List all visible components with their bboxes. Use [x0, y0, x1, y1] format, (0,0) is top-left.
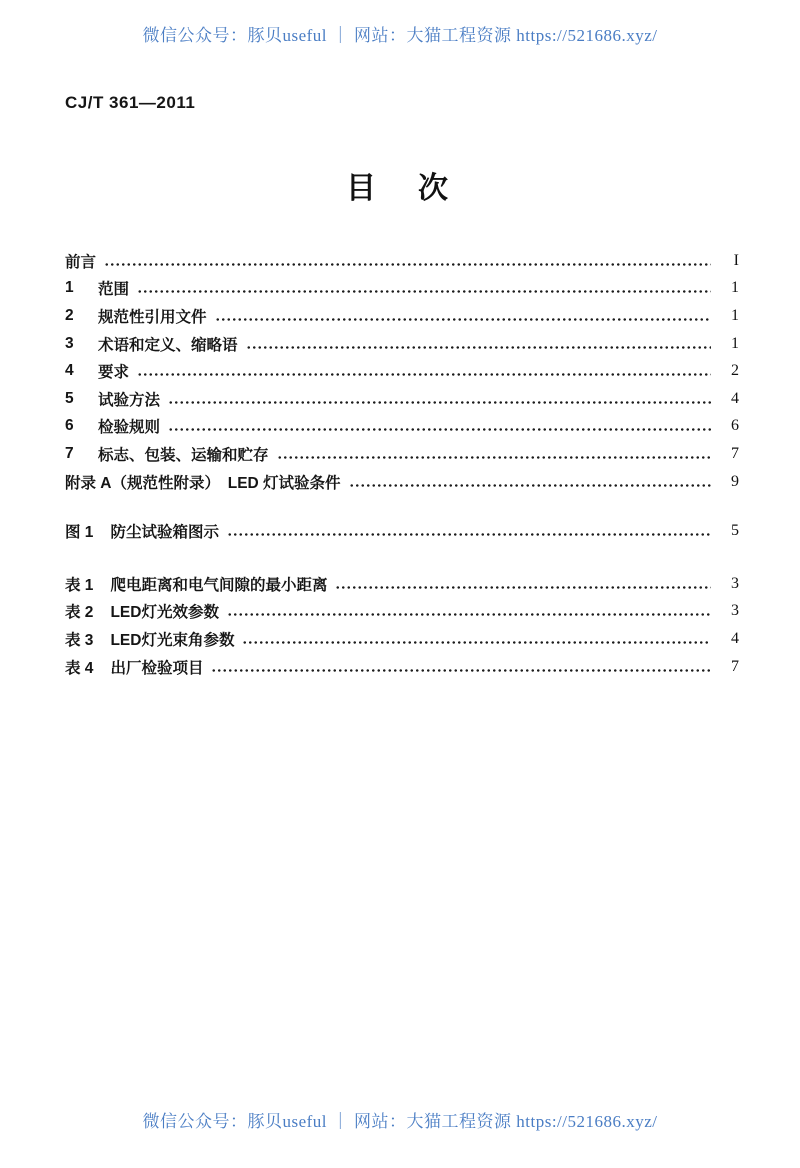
doc-code: CJ/T 361—2011 [65, 93, 196, 112]
toc-entry-7 [65, 440, 739, 468]
dot-leader [349, 484, 711, 487]
toc-entry-5 [65, 385, 739, 413]
dot-leader [137, 290, 711, 293]
toc-entry-label: 试验方法 [98, 391, 161, 409]
toc-entry-1 [65, 275, 739, 303]
dot-leader [215, 318, 711, 321]
toc-entry-label: 要求 [98, 364, 130, 382]
toc-page-number: 1 [731, 279, 739, 297]
toc-page-number: 5 [731, 522, 739, 540]
toc-entry-label: 出厂检验项目 [110, 659, 204, 677]
toc-entry-3 [65, 330, 739, 358]
toc-entry-num: 7 [65, 444, 74, 462]
toc-entry-label: 术语和定义、缩略语 [98, 336, 238, 354]
dot-leader [246, 346, 711, 349]
toc-entry-label: 防尘试验箱图示 [110, 524, 219, 542]
watermark-bottom [0, 1107, 800, 1132]
toc-page-number: 7 [731, 444, 739, 462]
toc-entry-num: 图 1 [65, 524, 94, 542]
toc-entry-label: 爬电距离和电气间隙的最小距离 [110, 576, 328, 594]
toc-entry-label: LED灯光束角参数 [110, 631, 235, 649]
table-of-contents [65, 247, 739, 680]
toc-entry-label: 附录 A（规范性附录） LED 灯试验条件 [65, 474, 341, 492]
toc-entry-table-4 [65, 653, 739, 681]
toc-entry-table-1 [65, 570, 739, 598]
toc-page-number: 3 [731, 574, 739, 592]
toc-entry-6 [65, 413, 739, 441]
toc-entry-label: 检验规则 [98, 419, 161, 437]
toc-page-number: 9 [731, 472, 739, 490]
toc-entry-num: 表 1 [65, 576, 94, 594]
toc-entry-label: 前言 [65, 253, 97, 271]
dot-leader [168, 428, 711, 431]
toc-entry-label: LED灯光效参数 [110, 604, 219, 622]
watermark-top [0, 0, 800, 46]
toc-entry-table-2 [65, 598, 739, 626]
toc-entry-label: 标志、包装、运输和贮存 [98, 446, 269, 464]
toc-page-number: 1 [731, 306, 739, 324]
toc-entry-appendix-a [65, 468, 739, 496]
toc-entry-table-3 [65, 625, 739, 653]
dot-leader [168, 401, 711, 404]
dot-leader [227, 533, 711, 536]
toc-entry-figure-1 [65, 517, 739, 545]
toc-page-number: 4 [731, 629, 739, 647]
toc-page-number: 4 [731, 389, 739, 407]
toc-entry-num: 2 [65, 306, 74, 324]
toc-page-number: 2 [731, 362, 739, 380]
toc-tables-group [65, 570, 739, 680]
toc-entry-foreword [65, 247, 739, 275]
dot-leader [227, 613, 711, 616]
dot-leader [211, 669, 711, 672]
toc-page-number: 3 [731, 602, 739, 620]
dot-leader [277, 456, 711, 459]
toc-entry-4 [65, 357, 739, 385]
toc-entry-num: 5 [65, 389, 74, 407]
toc-entry-num: 4 [65, 362, 74, 380]
toc-sections-group [65, 247, 739, 495]
dot-leader [137, 373, 711, 376]
toc-page-number: I [733, 251, 739, 269]
toc-page-number: 6 [731, 417, 739, 435]
toc-page-number: 1 [731, 334, 739, 352]
toc-entry-num: 3 [65, 334, 74, 352]
toc-entry-2 [65, 302, 739, 330]
toc-figures-group [65, 517, 739, 545]
page-title: 目 次 [346, 172, 454, 205]
toc-entry-label: 规范性引用文件 [98, 308, 207, 326]
toc-entry-num: 表 3 [65, 631, 94, 649]
watermark-top-text: 微信公众号：豚贝useful ｜ 网站：大猫工程资源 https://521686.xyz/ [142, 26, 658, 45]
dot-leader [242, 641, 711, 644]
toc-entry-num: 1 [65, 279, 74, 297]
dot-leader [335, 586, 711, 589]
dot-leader [104, 263, 711, 266]
toc-entry-num: 表 4 [65, 659, 94, 677]
toc-entry-label: 范围 [98, 281, 130, 299]
watermark-bottom-text: 微信公众号：豚贝useful ｜ 网站：大猫工程资源 https://521686.xyz/ [142, 1112, 658, 1131]
toc-entry-num: 表 2 [65, 604, 94, 622]
toc-entry-num: 6 [65, 417, 74, 435]
toc-page-number: 7 [731, 657, 739, 675]
